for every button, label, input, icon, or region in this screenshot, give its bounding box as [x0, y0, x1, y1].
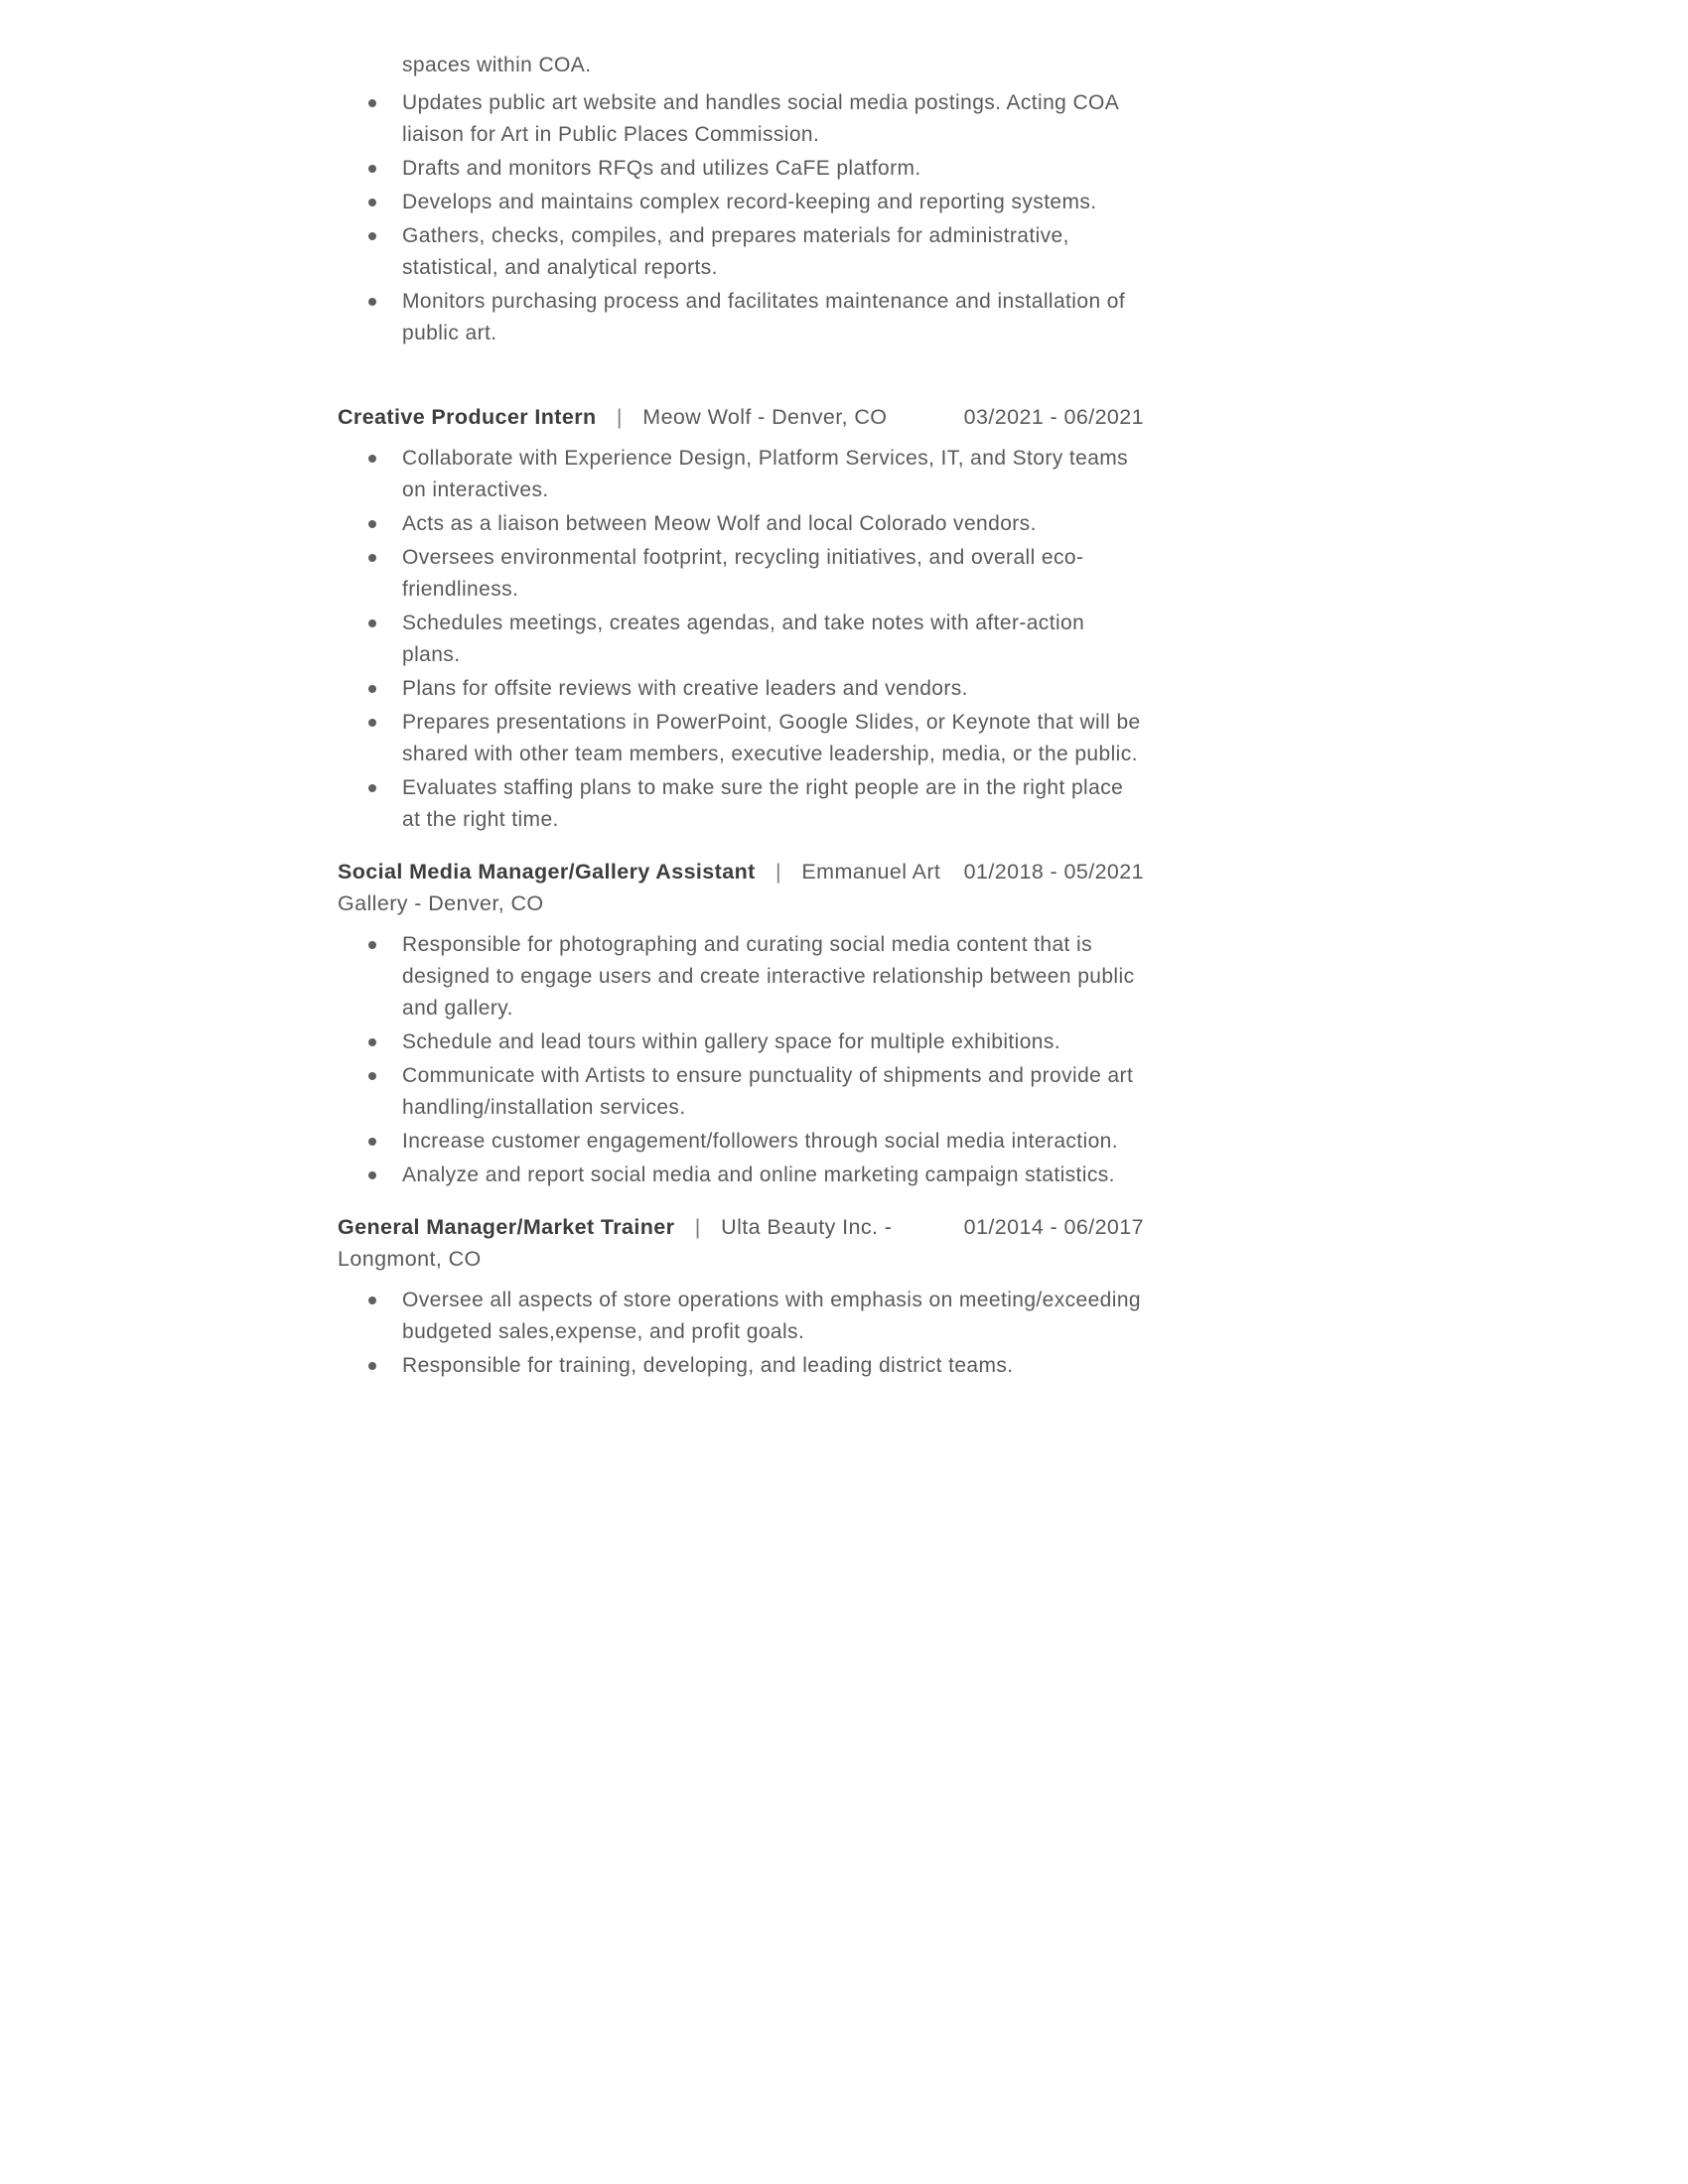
bullet-item: Increase customer engagement/followers through social media interaction. [338, 1126, 1144, 1158]
bullet-item: Responsible for photographing and curating social media content that is designed to engage users and create interactive relationship between public and gallery. [338, 929, 1144, 1024]
bullet-item: Oversee all aspects of store operations with emphasis on meeting/exceeding budgeted sales,expense, and profit goals. [338, 1285, 1144, 1348]
job-section-social-media-manager [338, 856, 1144, 1191]
job-title: Creative Producer Intern [338, 405, 597, 429]
job-heading [338, 1211, 1144, 1275]
bullet-item: Oversees environmental footprint, recycling initiatives, and overall eco-friendliness. [338, 542, 1144, 606]
bullet-item: Analyze and report social media and online marketing campaign statistics. [338, 1160, 1144, 1191]
bullet-item: Collaborate with Experience Design, Platform Services, IT, and Story teams on interactives. [338, 443, 1144, 506]
bullet-item: Schedule and lead tours within gallery space for multiple exhibitions. [338, 1026, 1144, 1058]
bullet-item: Prepares presentations in PowerPoint, Google Slides, or Keynote that will be shared with other team members, executive leadership, media, or the public. [338, 707, 1144, 770]
bullet-list [338, 443, 1144, 836]
job-separator: | [775, 860, 782, 884]
job-dates: 03/2021 - 06/2021 [963, 405, 1144, 429]
job-dates: 01/2014 - 06/2017 [963, 1215, 1144, 1239]
job-company: Meow Wolf - Denver, CO [642, 405, 888, 429]
bullet-item: Communicate with Artists to ensure punctuality of shipments and provide art handling/installation services. [338, 1060, 1144, 1124]
bullet-item: Evaluates staffing plans to make sure the right people are in the right place at the right time. [338, 772, 1144, 836]
job-dates: 01/2018 - 05/2021 [963, 860, 1144, 884]
job-company: Ulta Beauty Inc. - Longmont, CO [338, 1215, 893, 1271]
job-separator: | [616, 405, 623, 429]
job-section-continuation [338, 50, 1144, 349]
bullet-item: Plans for offsite reviews with creative leaders and vendors. [338, 673, 1144, 705]
bullet-item: Monitors purchasing process and facilitates maintenance and installation of public art. [338, 286, 1144, 349]
resume-content [338, 50, 1144, 1384]
bullet-item: Drafts and monitors RFQs and utilizes CaFE platform. [338, 153, 1144, 185]
job-title: General Manager/Market Trainer [338, 1215, 675, 1239]
bullet-item: Acts as a liaison between Meow Wolf and local Colorado vendors. [338, 508, 1144, 540]
bullet-list [338, 929, 1144, 1191]
bullet-item: Develops and maintains complex record-keeping and reporting systems. [338, 187, 1144, 218]
job-company: Emmanuel Art Gallery - Denver, CO [338, 860, 941, 915]
job-title: Social Media Manager/Gallery Assistant [338, 860, 756, 884]
continuation-text: spaces within COA. [402, 54, 592, 76]
bullet-list [338, 87, 1144, 349]
job-separator: | [694, 1215, 701, 1239]
bullet-item: Gathers, checks, compiles, and prepares materials for administrative, statistical, and analytical reports. [338, 220, 1144, 284]
job-section-general-manager [338, 1211, 1144, 1382]
bullet-item: Responsible for training, developing, and leading district teams. [338, 1350, 1144, 1382]
bullet-item: Schedules meetings, creates agendas, and take notes with after-action plans. [338, 608, 1144, 671]
job-heading [338, 856, 1144, 919]
bullet-list [338, 1285, 1144, 1382]
job-section-creative-producer-intern [338, 401, 1144, 836]
bullet-item: Updates public art website and handles social media postings. Acting COA liaison for Art in Public Places Commission. [338, 87, 1144, 151]
job-heading [338, 401, 1144, 433]
